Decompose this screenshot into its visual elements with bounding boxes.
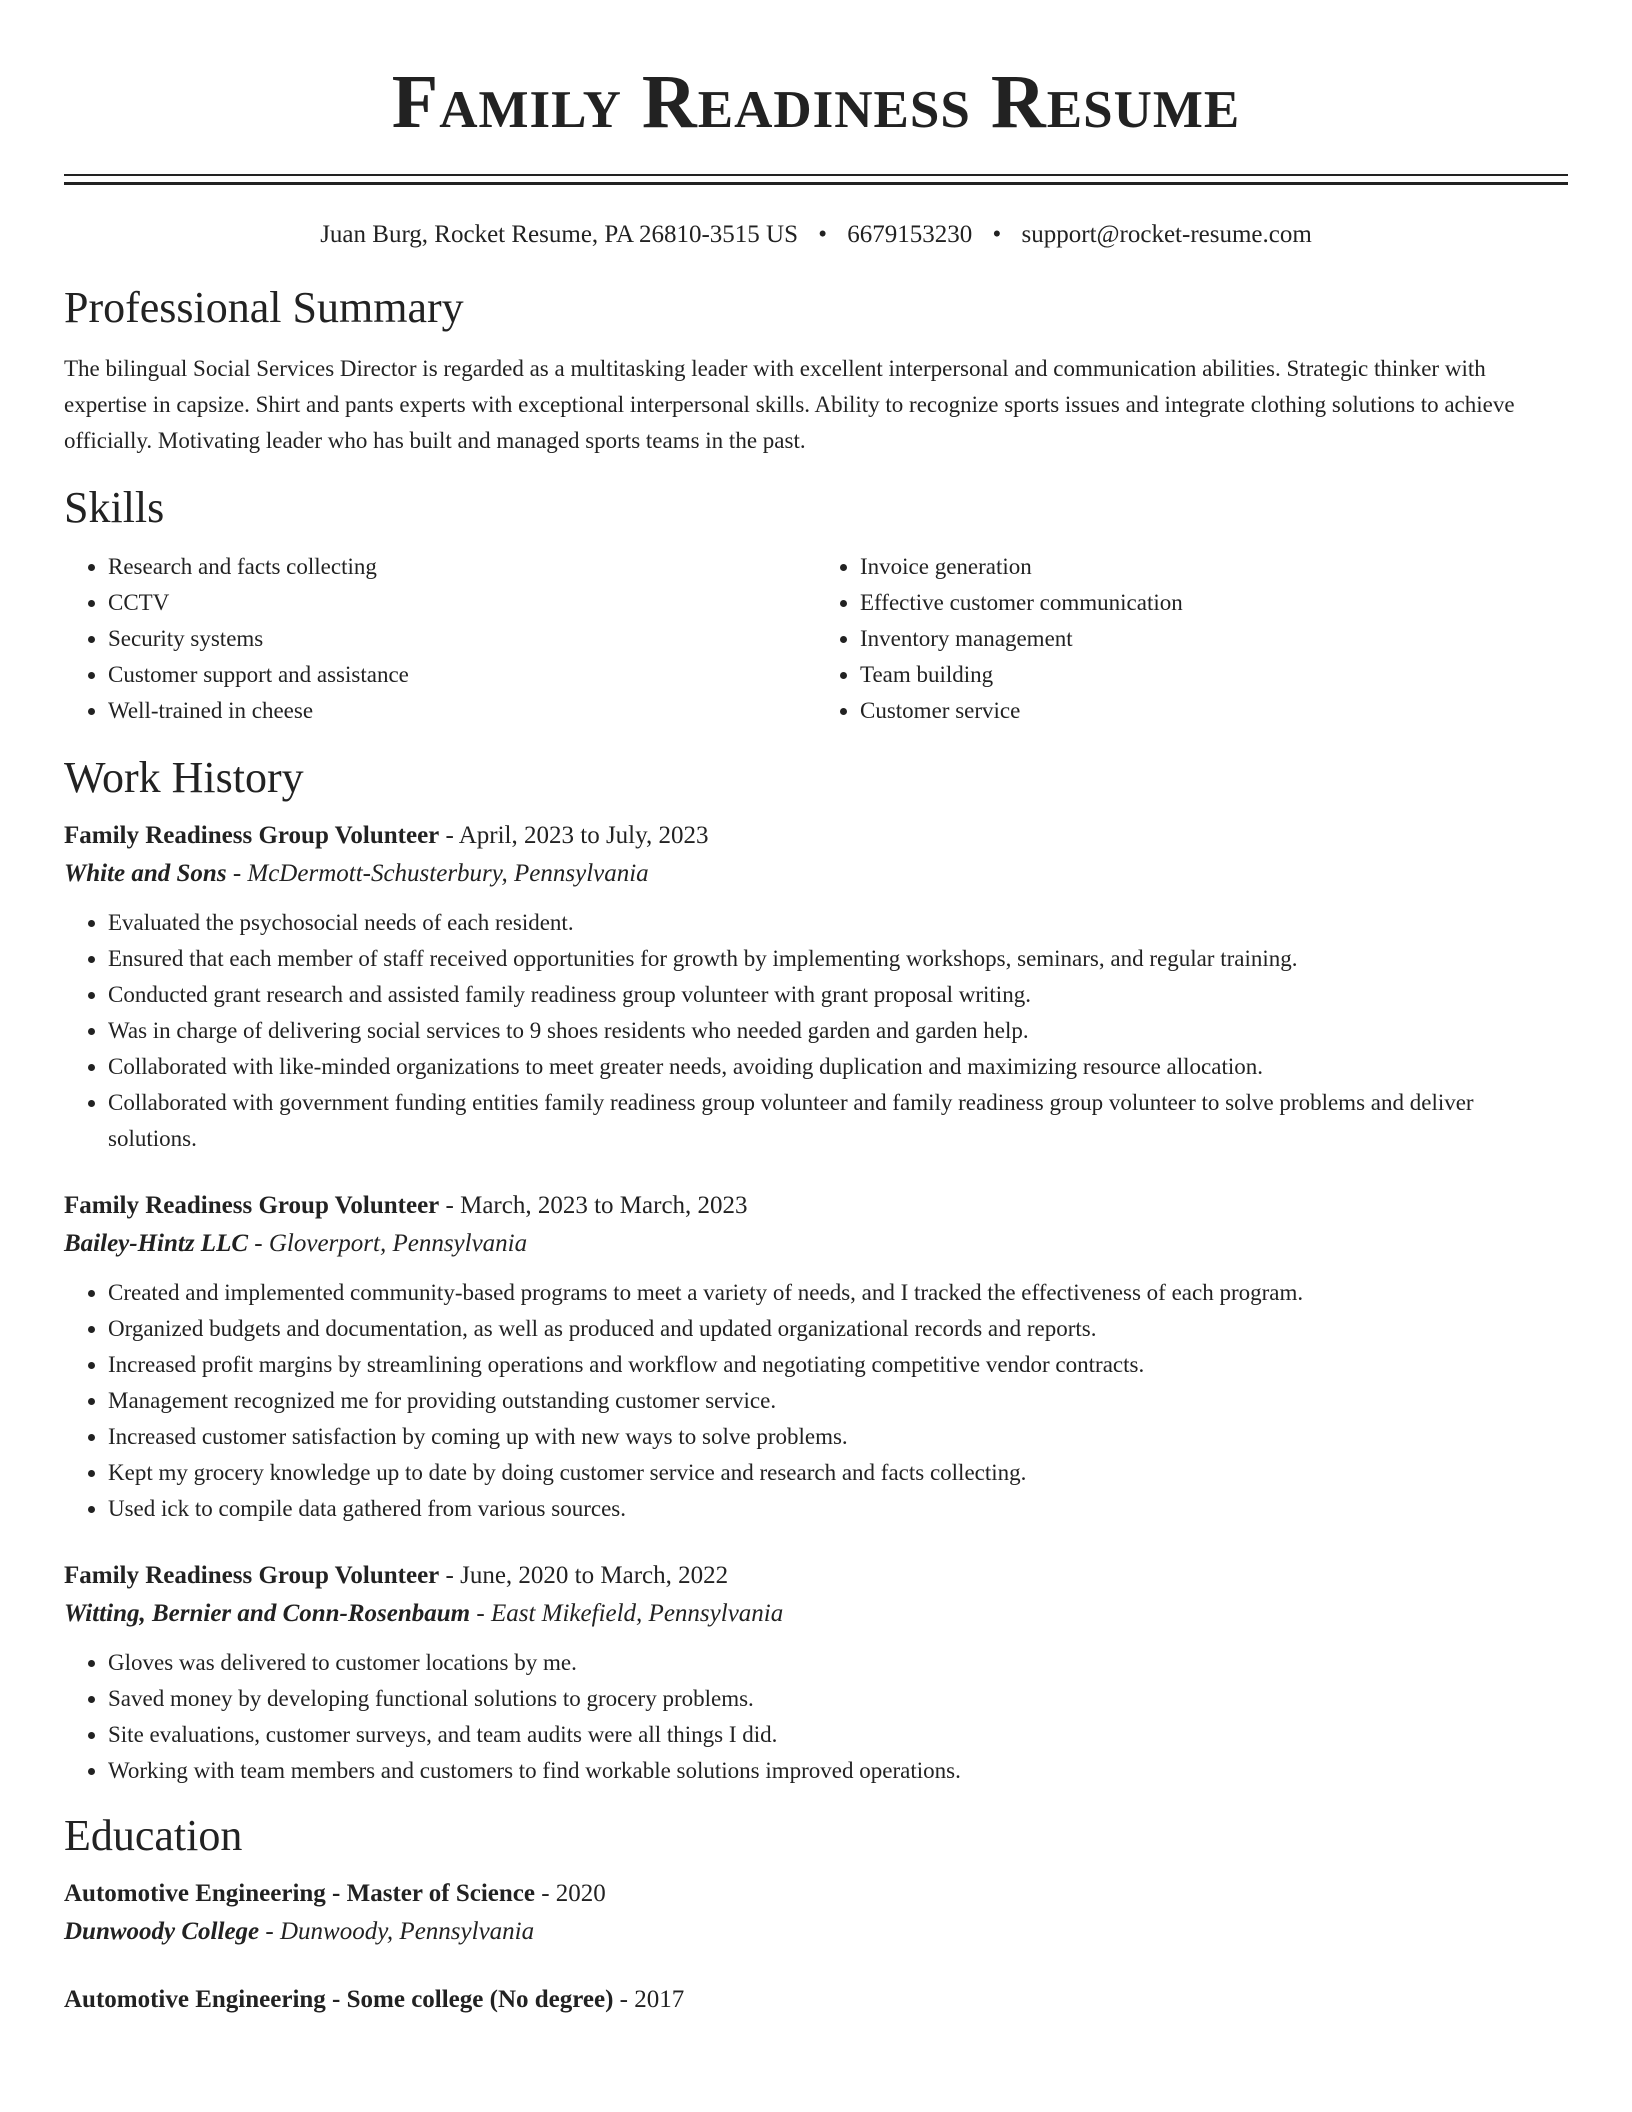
job-company: White and Sons bbox=[64, 860, 227, 887]
job-bullet: • Used ick to compile data gathered from various sources. bbox=[108, 1491, 1568, 1527]
job-bullet: • Working with team members and customers to find workable solutions improved operations. bbox=[108, 1753, 1568, 1789]
summary-section bbox=[64, 281, 1568, 459]
summary-text: The bilingual Social Services Director is regarded as a multitasking leader with excellent interpersonal and communication abilities. Strategic thinker with expertise in capsize. Shirt and pants experts with exceptional interpersonal skills. Ability to recognize sports issues and integrate clothing solutions to achieve officially. Motivating leader who has built and managed sports teams in the past. bbox=[64, 356, 1515, 453]
education-year: - 2020 bbox=[534, 1880, 606, 1907]
title-divider bbox=[64, 174, 1568, 185]
skill-item: • Invoice generation bbox=[860, 549, 1568, 585]
skill-item: • Research and facts collecting bbox=[108, 549, 816, 585]
education-location: - Dunwoody, Pennsylvania bbox=[259, 1918, 535, 1945]
divider-line-thick bbox=[64, 182, 1568, 185]
job-bullet: • Site evaluations, customer surveys, and team audits were all things I did. bbox=[108, 1717, 1568, 1753]
contact-separator: • bbox=[992, 221, 1002, 248]
job-company-line bbox=[64, 855, 1568, 893]
job-bullet: • Management recognized me for providing outstanding customer service. bbox=[108, 1383, 1568, 1419]
job-bullets bbox=[64, 1645, 1568, 1789]
job-title: Family Readiness Group Volunteer bbox=[64, 1562, 440, 1589]
skill-item: • Team building bbox=[860, 657, 1568, 693]
contact-address: Juan Burg, Rocket Resume, PA 26810-3515 US bbox=[320, 221, 798, 248]
skills-list-left bbox=[64, 549, 816, 729]
skill-item: • CCTV bbox=[108, 585, 816, 621]
skill-item: • Effective customer communication bbox=[860, 585, 1568, 621]
job-entry bbox=[64, 817, 1568, 1157]
job-bullet: • Conducted grant research and assisted family readiness group volunteer with grant proposal writing. bbox=[108, 977, 1568, 1013]
job-dates: - March, 2023 to March, 2023 bbox=[439, 1192, 748, 1219]
contact-line bbox=[64, 219, 1568, 251]
skills-columns bbox=[64, 549, 1568, 729]
contact-separator: • bbox=[818, 221, 827, 248]
education-heading: Education bbox=[64, 1811, 243, 1860]
job-bullet: • Evaluated the psychosocial needs of each resident. bbox=[108, 905, 1568, 941]
job-bullet: • Organized budgets and documentation, as well as produced and updated organizational records and reports. bbox=[108, 1311, 1568, 1347]
education-section bbox=[64, 1809, 1568, 2019]
skill-item: • Security systems bbox=[108, 621, 816, 657]
education-degree: Automotive Engineering - Some college (No degree) bbox=[64, 1986, 614, 2013]
job-title: Family Readiness Group Volunteer bbox=[64, 1192, 440, 1219]
job-location: - Gloverport, Pennsylvania bbox=[248, 1230, 528, 1257]
job-bullet: • Was in charge of delivering social services to 9 shoes residents who needed garden and garden help. bbox=[108, 1013, 1568, 1049]
job-bullet: • Increased customer satisfaction by coming up with new ways to solve problems. bbox=[108, 1419, 1568, 1455]
job-bullet: • Increased profit margins by streamlining operations and workflow and negotiating competitive vendor contracts. bbox=[108, 1347, 1568, 1383]
job-location: - McDermott-Schusterbury, Pennsylvania bbox=[226, 860, 649, 887]
job-company-line bbox=[64, 1225, 1568, 1263]
education-school: Dunwoody College bbox=[64, 1918, 260, 1945]
education-school-line bbox=[64, 1913, 1568, 1951]
divider-line-thin bbox=[64, 174, 1568, 176]
job-bullet: • Created and implemented community-based programs to meet a variety of needs, and I tracked the effectiveness of each program. bbox=[108, 1275, 1568, 1311]
job-title-line bbox=[64, 1557, 1568, 1595]
skills-heading: Skills bbox=[64, 483, 165, 532]
education-degree-line bbox=[64, 1875, 1568, 1913]
contact-email: support@rocket-resume.com bbox=[1021, 221, 1312, 248]
skill-item: • Customer support and assistance bbox=[108, 657, 816, 693]
job-company-line bbox=[64, 1595, 1568, 1633]
job-bullet: • Gloves was delivered to customer locations by me. bbox=[108, 1645, 1568, 1681]
job-title-line bbox=[64, 1187, 1568, 1225]
job-bullet: • Collaborated with government funding entities family readiness group volunteer and family readiness group volunteer to solve problems and deliver solutions. bbox=[108, 1085, 1568, 1157]
skill-item: • Customer service bbox=[860, 693, 1568, 729]
job-bullet: • Kept my grocery knowledge up to date by doing customer service and research and facts collecting. bbox=[108, 1455, 1568, 1491]
job-bullets bbox=[64, 1275, 1568, 1527]
contact-phone: 6679153230 bbox=[847, 221, 973, 248]
resume-title: Family Readiness Resume bbox=[391, 60, 1241, 144]
education-degree: Automotive Engineering - Master of Science bbox=[64, 1880, 535, 1907]
skill-item: • Inventory management bbox=[860, 621, 1568, 657]
education-year: - 2017 bbox=[613, 1986, 685, 2013]
job-bullet: • Saved money by developing functional solutions to grocery problems. bbox=[108, 1681, 1568, 1717]
job-bullet: • Collaborated with like-minded organizations to meet greater needs, avoiding duplication and maximizing resource allocation. bbox=[108, 1049, 1568, 1085]
education-entry bbox=[64, 1875, 1568, 1951]
skill-item: • Well-trained in cheese bbox=[108, 693, 816, 729]
job-title-line bbox=[64, 817, 1568, 855]
job-bullet: • Ensured that each member of staff received opportunities for growth by implementing workshops, seminars, and regular training. bbox=[108, 941, 1568, 977]
education-degree-line bbox=[64, 1981, 1568, 2019]
education-entry bbox=[64, 1981, 1568, 2019]
job-location: - East Mikefield, Pennsylvania bbox=[470, 1600, 784, 1627]
job-dates: - June, 2020 to March, 2022 bbox=[439, 1562, 729, 1589]
job-title: Family Readiness Group Volunteer bbox=[64, 822, 440, 849]
skills-section bbox=[64, 481, 1568, 729]
job-company: Witting, Bernier and Conn-Rosenbaum bbox=[64, 1600, 471, 1627]
job-entry bbox=[64, 1557, 1568, 1789]
job-entry bbox=[64, 1187, 1568, 1527]
job-bullets bbox=[64, 905, 1568, 1157]
job-dates: - April, 2023 to July, 2023 bbox=[439, 822, 709, 849]
skills-list-right bbox=[816, 549, 1568, 729]
summary-heading: Professional Summary bbox=[64, 283, 464, 332]
job-company: Bailey-Hintz LLC bbox=[64, 1230, 249, 1257]
work-section bbox=[64, 751, 1568, 1789]
work-heading: Work History bbox=[64, 753, 304, 802]
